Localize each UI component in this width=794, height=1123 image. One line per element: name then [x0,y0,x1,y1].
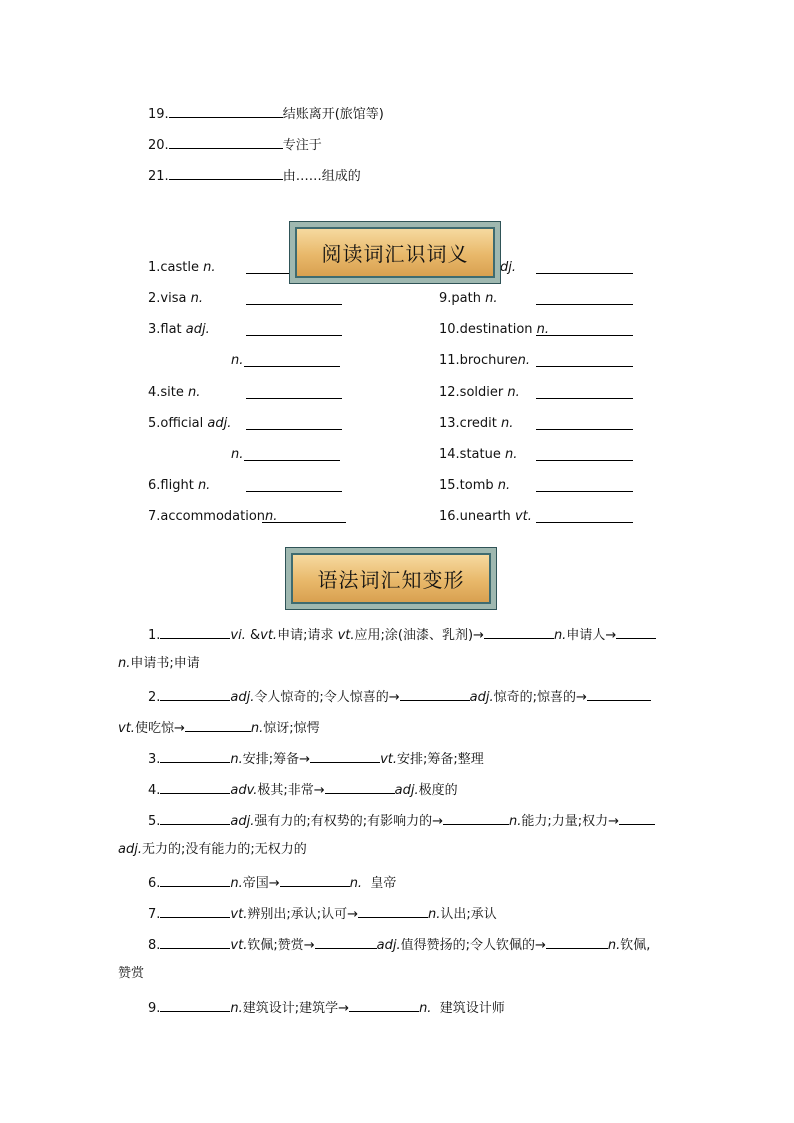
pos-label: adj. [469,690,494,705]
vocab-word: 4.site [148,385,184,400]
answer-blank[interactable] [246,290,342,305]
grammar-item [148,748,484,766]
text-run: 钦佩;赞赏→ [247,938,315,953]
vocab-word: 12.soldier [439,385,504,400]
pos-label: n. [118,656,131,671]
answer-blank[interactable] [536,477,633,492]
item-number: 19. [148,107,169,122]
vocab-word: 3.flat [148,322,182,337]
vocab-item [231,352,243,370]
vocab-item [439,384,520,402]
section-title: 语法词汇知变形 [317,568,465,592]
part-of-speech: adj. [185,322,210,337]
item-meaning: 专注于 [282,138,322,153]
answer-blank[interactable] [244,446,340,461]
part-of-speech: n. [203,260,216,275]
item-number: 3. [148,752,161,767]
pos-label: adj. [376,938,401,953]
answer-blank[interactable] [400,686,470,701]
vocab-item [439,321,549,339]
pos-label: adj. [394,783,419,798]
part-of-speech: n. [485,291,498,306]
item-meaning: 由……组成的 [282,169,361,184]
pos-label: adj. [230,814,255,829]
grammar-item [148,779,458,797]
answer-blank[interactable] [160,810,230,825]
section-title: 阅读词汇识词义 [321,242,469,266]
answer-blank[interactable] [246,384,342,399]
part-of-speech: n. [536,322,550,337]
answer-blank[interactable] [616,624,656,639]
text-run: 建筑设计;建筑学→ [242,1001,350,1016]
answer-blank[interactable] [349,997,419,1012]
vocab-item [439,477,510,495]
pos-label: n. [428,907,441,922]
grammar-item-continuation [118,717,320,735]
item-meaning: 结账离开(旅馆等) [282,107,384,122]
grammar-item [148,872,396,890]
top-item [148,134,322,152]
pos-label: vi. [230,628,246,643]
grammar-item [148,686,651,704]
vocab-word: 2.visa [148,291,187,306]
vocab-word: 6.flight [148,478,194,493]
part-of-speech: n. [265,509,278,524]
answer-blank[interactable] [536,415,633,430]
item-number: 21. [148,169,169,184]
answer-blank[interactable] [546,934,608,949]
answer-blank[interactable] [246,415,342,430]
vocab-item [148,508,277,526]
vocab-item [148,415,231,433]
part-of-speech: n. [197,478,211,493]
answer-blank[interactable] [536,446,633,461]
pos-label: n. [607,938,621,953]
text-run: 安排;筹备→ [242,752,311,767]
part-of-speech: n. [517,353,530,368]
pos-label: adj. [118,842,142,857]
item-number: 7. [148,907,161,922]
part-of-speech: adj. [207,416,232,431]
section-banner-reading [290,222,500,283]
vocab-item [439,446,517,464]
pos-label: n. [230,752,243,767]
text-run: 惊奇的;惊喜的→ [493,690,587,705]
answer-blank[interactable] [443,810,509,825]
vocab-item [148,321,210,339]
vocab-word: 9.path [439,291,481,306]
text-run: 赞赏 [118,966,145,981]
text-run: 辨别出;承认;认可→ [247,907,358,922]
pos-label: vt. [337,628,355,643]
vocab-item [148,477,210,495]
grammar-item [148,903,497,921]
text-run: 安排;筹备;整理 [397,752,484,767]
answer-blank[interactable] [484,624,554,639]
text-run: 能力;力量;权力→ [521,814,620,829]
vocab-item [148,259,216,277]
part-of-speech: vt. [514,509,532,524]
answer-blank[interactable] [160,779,230,794]
item-number: 20. [148,138,169,153]
text-run: 无力的;没有能力的;无权力的 [141,842,307,857]
text-run: & [245,628,261,643]
vocab-word: 14.statue [439,447,501,462]
text-run: 申请书;申请 [130,656,200,671]
answer-blank[interactable] [160,903,230,918]
vocab-word: 11.brochure [439,353,518,368]
pos-label: vt. [230,907,248,922]
text-run: 强有力的;有权势的;有影响力的→ [254,814,444,829]
item-number: 1. [148,628,161,643]
answer-blank[interactable] [160,686,230,701]
grammar-item-continuation [118,965,144,983]
grammar-item [148,997,505,1015]
text-run: 认出;承认 [440,907,497,922]
pos-label: n. [250,721,264,736]
text-run: 皇帝 [370,876,397,891]
pos-label: n. [553,628,567,643]
vocab-item [148,384,200,402]
item-number: 6. [148,876,161,891]
answer-blank[interactable] [315,934,377,949]
answer-blank[interactable] [160,934,230,949]
pos-label: n. [509,814,522,829]
part-of-speech: n. [497,478,511,493]
text-run: 应用;涂(油漆、乳剂)→ [354,628,484,643]
answer-blank[interactable] [246,477,342,492]
pos-label: n. [349,876,363,891]
vocab-item [500,259,516,277]
vocab-item [439,508,532,526]
pos-label: vt. [260,628,278,643]
answer-blank[interactable] [160,748,230,763]
item-number: 8. [148,938,161,953]
text-run: 极度的 [418,783,458,798]
grammar-item-continuation [118,655,200,673]
answer-blank[interactable] [358,903,428,918]
text-run: 帝国→ [242,876,280,891]
answer-blank[interactable] [536,508,633,523]
grammar-item-continuation [118,841,307,859]
pos-label: vt. [380,752,397,767]
vocab-item [439,352,530,370]
vocab-word: 1.castle [148,260,199,275]
answer-blank[interactable] [169,134,283,149]
pos-label: n. [230,1001,243,1016]
part-of-speech: n. [507,385,520,400]
pos-label: vt. [118,721,135,736]
grammar-item [148,934,650,952]
text-run: 惊讶;惊愕 [263,721,320,736]
answer-blank[interactable] [310,748,380,763]
answer-blank[interactable] [619,810,655,825]
answer-blank[interactable] [160,624,230,639]
text-run: 值得赞扬的;令人钦佩的→ [400,938,546,953]
answer-blank[interactable] [169,103,283,118]
answer-blank[interactable] [536,259,633,274]
pos-label: adj. [230,690,255,705]
part-of-speech: dj. [500,260,516,275]
text-run: 极其;非常→ [257,783,325,798]
vocab-word: 5.official [148,416,204,431]
item-number: 4. [148,783,161,798]
answer-blank[interactable] [536,352,633,367]
answer-blank[interactable] [246,321,342,336]
pos-label: n. [230,876,243,891]
vocab-word: 10.destination [439,322,533,337]
text-run: 令人惊奇的;令人惊喜的→ [254,690,400,705]
answer-blank[interactable] [160,872,230,887]
answer-blank[interactable] [160,997,230,1012]
item-number: 5. [148,814,161,829]
pos-label: adv. [230,783,258,798]
top-item [148,165,361,183]
vocab-word: 13.credit [439,416,497,431]
vocab-item [231,446,243,464]
text-run: 申请;请求 [277,628,338,643]
text-run: 钦佩, [620,938,651,953]
part-of-speech: n. [188,385,201,400]
part-of-speech: n. [231,353,244,368]
answer-blank[interactable] [262,508,346,523]
part-of-speech: n. [500,416,514,431]
answer-blank[interactable] [325,779,395,794]
text-run: 使吃惊→ [134,721,185,736]
pos-label: n. [419,1001,432,1016]
grammar-item [148,624,656,642]
top-item [148,103,384,121]
part-of-speech: n. [231,447,244,462]
answer-blank[interactable] [536,321,633,336]
answer-blank[interactable] [244,352,340,367]
answer-blank[interactable] [587,686,651,701]
section-banner-grammar [286,548,496,609]
vocab-item [439,290,497,308]
vocab-item [439,415,513,433]
answer-blank[interactable] [280,872,350,887]
text-run: 申请人→ [566,628,617,643]
answer-blank[interactable] [536,290,633,305]
answer-blank[interactable] [169,165,283,180]
vocab-word: 7.accommodation [148,509,266,524]
text-run: 建筑设计师 [439,1001,505,1016]
vocab-word: 15.tomb [439,478,494,493]
item-number: 2. [148,690,161,705]
pos-label: vt. [230,938,248,953]
answer-blank[interactable] [185,717,251,732]
vocab-item [148,290,203,308]
answer-blank[interactable] [536,384,633,399]
grammar-item [148,810,655,828]
part-of-speech: n. [505,447,518,462]
part-of-speech: n. [190,291,203,306]
vocab-word: 16.unearth [439,509,511,524]
item-number: 9. [148,1001,161,1016]
